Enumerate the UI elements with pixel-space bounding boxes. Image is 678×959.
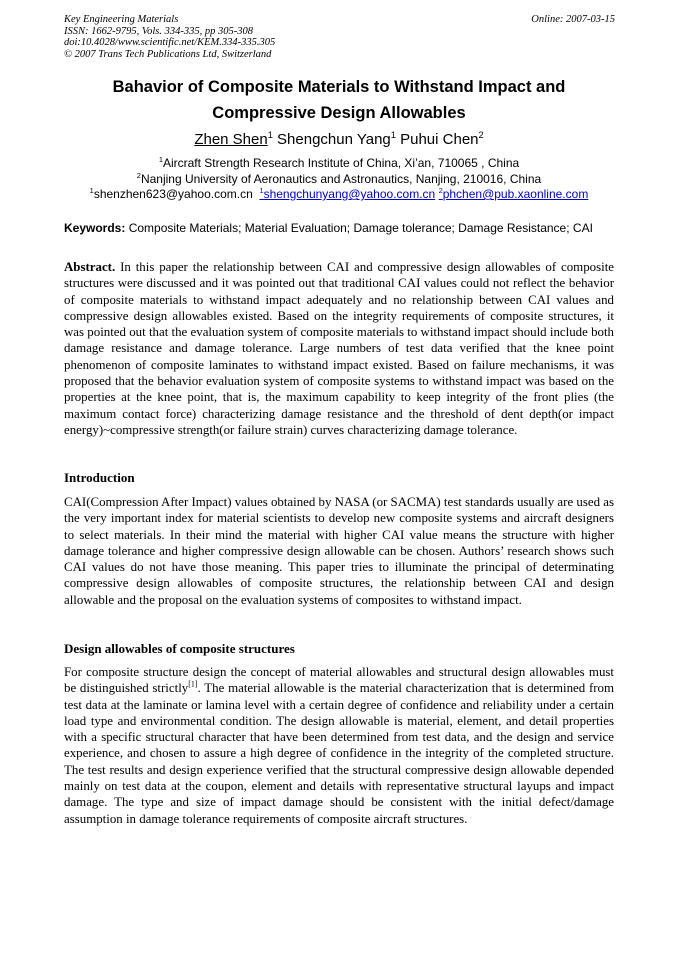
email-sup: 2	[438, 186, 443, 195]
issn-line: ISSN: 1662-9795, Vols. 334-335, pp 305-308	[64, 25, 253, 37]
doi-line: doi:10.4028/www.scientific.net/KEM.334-335.305	[64, 37, 276, 48]
email-line	[64, 187, 614, 203]
publication-header	[64, 14, 275, 60]
author-name: Zhen Shen	[194, 131, 268, 148]
citation-ref[interactable]: [1]	[188, 680, 198, 689]
email-sup: 1	[89, 186, 94, 195]
paragraph-text: . The material allowable is the material characterization that is determined from test data at the laminate or lamina level with a certain degree of confidence and reliability under a certain load type and environmental condition. The design allowable is material, element, and detail properties with a specific structural character that have been determined from test data, and the design and service experience, and chosen to assure a high degree of confidence in the integrity of the completed structure. The test results and design experience verified that the structural compressive design allowable depended mainly on test data at the coupon, element and details with representative structural layups and impact damage. The type and size of impact damage should be consistent with the initial defect/damage assumption in damage tolerance requirements of composite aircraft structures.	[64, 681, 615, 826]
abstract-label: Abstract.	[64, 260, 116, 274]
affiliation-2	[64, 172, 614, 188]
keywords	[64, 221, 624, 236]
author-name: Puhui Chen	[400, 131, 479, 148]
copyright-line: © 2007 Trans Tech Publications Ltd, Switzerland	[64, 48, 272, 60]
affiliation-sup: 1	[158, 155, 163, 164]
email-sup: 1	[259, 186, 264, 195]
affiliation-text: Aircraft Strength Research Institute of China, Xi’an, 710065 , China	[162, 156, 520, 170]
affiliation-text: Nanjing University of Aeronautics and Astronautics, Nanjing, 210016, China	[140, 171, 542, 186]
email-link-phchen[interactable]	[439, 187, 589, 201]
keywords-text: Composite Materials; Material Evaluation; Damage tolerance; Damage Resistance; CAI	[125, 221, 593, 235]
design-allowables-text	[64, 664, 614, 827]
abstract	[64, 259, 614, 438]
email-shenzhen: shenzhen623@yahoo.com.cn	[93, 187, 253, 201]
affiliation-1	[64, 156, 614, 172]
paper-title	[64, 74, 614, 126]
title-line-2: Compressive Design Allowables	[212, 104, 466, 122]
abstract-text: In this paper the relationship between CAI and compressive design allowables of composite structures were discussed and it was pointed out that traditional CAI values could not reflect the behavior of composite materials to withstand impact adequately and no relationship between CAI values and compressive design allowables existed. Based on the integrity requirements of composite structures, it was pointed out that the evaluation system of composite materials to withstand impact should include both damage resistance and damage tolerance. Large numbers of test data verified that the knee point phenomenon of composite laminates to withstand impact existed. Based on failure mechanisms, it was proposed that the behavior evaluation system of composite systems to withstand impact was based on the properties at the knee point, that is, the maximum capability to keep integrity of the front plies (the maximum contact force) characterizing damage resistance and the threshold of dent depth(or impact energy)~compressive strength(or failure strain) curves characterizing damage tolerance.	[64, 260, 614, 437]
author-list	[64, 130, 614, 150]
journal-name: Key Engineering Materials	[64, 14, 179, 25]
section-heading-design-allowables: Design allowables of composite structures	[64, 641, 295, 656]
affiliations	[64, 156, 614, 203]
author-sup: 1	[267, 130, 273, 140]
author-name: Shengchun Yang	[277, 131, 391, 148]
email-text: shengchunyang@yahoo.com.cn	[263, 187, 436, 201]
title-line-1: Bahavior of Composite Materials to Withstand Impact and	[112, 78, 566, 96]
introduction-text: CAI(Compression After Impact) values obtained by NASA (or SACMA) test standards usually are used as the very important index for material scientists to develop new composite systems and aircraft designers to select materials. In their mind the material with higher CAI value means the structure with higher damage tolerance and higher compressive design allowable can be chosen. Authors’ research shows such CAI values do not have those meaning. This paper tries to illuminate the principal of determinating compressive design allowables of composite structures, the relationship between CAI and design allowable and the proposal on the evaluation systems of composites to withstand impact.	[64, 495, 614, 607]
author-sup: 2	[478, 130, 484, 140]
section-heading-introduction: Introduction	[64, 470, 135, 485]
email-link-shengchunyang[interactable]	[259, 187, 435, 201]
email-text: phchen@pub.xaonline.com	[442, 187, 589, 201]
affiliation-sup: 2	[136, 170, 141, 180]
online-date: Online: 2007-03-15	[531, 14, 615, 25]
author-sup: 1	[390, 130, 396, 140]
paragraph-text: For composite structure design the concept of material allowables and structural design allowables must be distinguished strictly	[64, 665, 614, 696]
keywords-label: Keywords:	[64, 221, 126, 235]
